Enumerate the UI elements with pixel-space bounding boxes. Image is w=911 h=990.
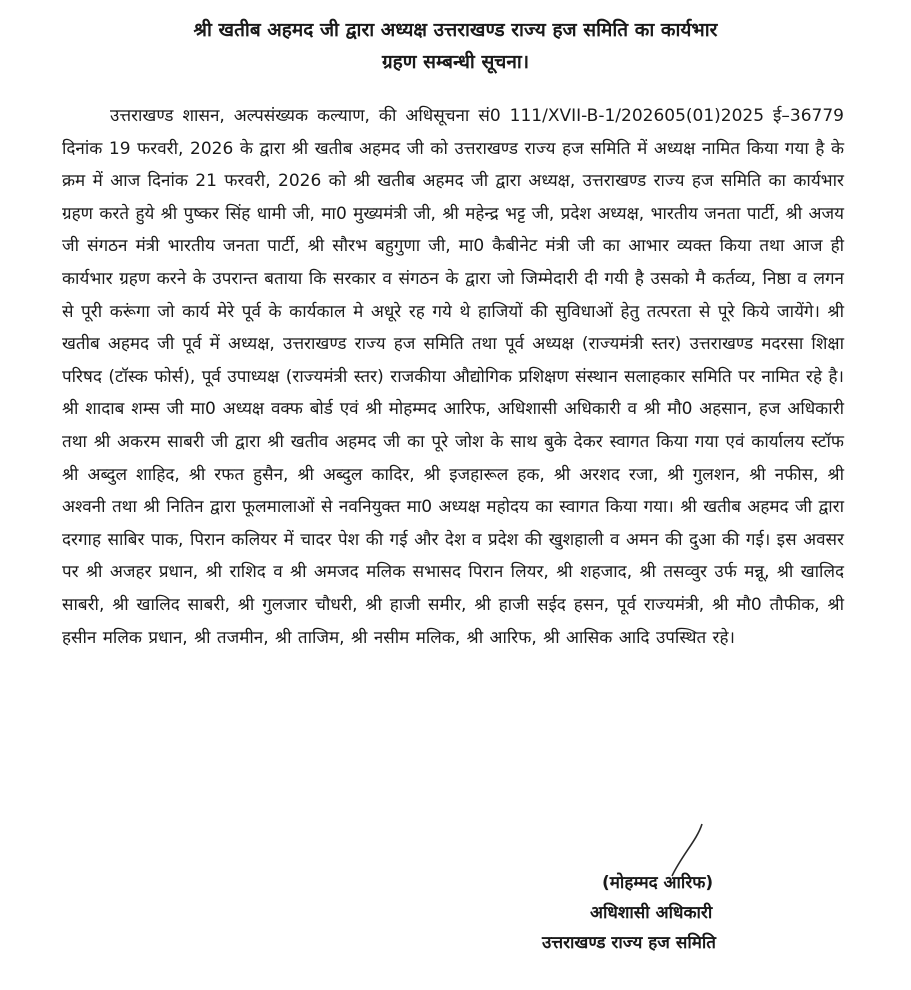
signatory-organization: उत्तराखण्ड राज्य हज समिति	[542, 933, 716, 953]
body-paragraph: उत्तराखण्ड शासन, अल्पसंख्यक कल्याण, की अधिसूचना सं0 111/XVII-B-1/202605(01)2025 ई–36779 दिनांक 19 फरवरी, 2026 के द्वारा श्री खतीब अहमद जी को उत्तराखण्ड राज्य हज समिति में अध्यक्ष नामित किया गया है के क्रम में आज दिनांक 21 फरवरी, 2026 को श्री खतीब अहमद जी द्वारा अध्यक्ष, उत्तराखण्ड राज्य हज समिति का कार्यभार ग्रहण करते हुये श्री पुष्कर सिंह धामी जी, मा0 मुख्यमंत्री जी, श्री महेन्द्र भट्ट जी, प्रदेश अध्यक्ष, भारतीय जनता पार्टी, श्री अजय जी संगठन मंत्री भारतीय जनता पार्टी, श्री सौरभ बहुगुणा जी, मा0 कैबीनेट मंत्री जी का आभार व्यक्त किया तथा आज ही कार्यभार ग्रहण करने के उपरान्त बताया कि सरकार व संगठन के द्वारा जो जिम्मेदारी दी गयी है उसको मै कर्तव्य, निष्ठा व लगन से पूरी करूंगा जो कार्य मेरे पूर्व के कार्यकाल मे अधूरे रह गये थे हाजियों की सुविधाओं हेतु तत्परता से पूरे किये जायेंगे। श्री खतीब अहमद जी पूर्व में अध्यक्ष, उत्तराखण्ड राज्य हज समिति तथा पूर्व अध्यक्ष (राज्यमंत्री स्तर) उत्तराखण्ड मदरसा शिक्षा परिषद (टॉस्क फोर्स), पूर्व उपाध्यक्ष (राज्यमंत्री स्तर) राजकीया औद्योगिक प्रशिक्षण संस्थान सलाहकार समिति पर नामित रहे है। श्री शादाब शम्स जी मा0 अध्यक्ष वक्फ बोर्ड एवं श्री मोहम्मद आरिफ, अधिशासी अधिकारी व श्री मौ0 अहसान, हज अधिकारी तथा श्री अकरम साबरी जी द्वारा श्री खतीव अहमद जी का पूरे जोश के साथ बुके देकर स्वागत किया गया एवं कार्यालय स्टॉफ श्री अब्दुल शाहिद, श्री रफत हुसैन, श्री अब्दुल कादिर, श्री इजहारूल हक, श्री अरशद रजा, श्री गुलशन, श्री नफीस, श्री अश्वनी तथा श्री नितिन द्वारा फूलमालाओं से नवनियुक्त मा0 अध्यक्ष महोदय का स्वागत किया गया। श्री खतीब अहमद जी द्वारा दरगाह साबिर पाक, पिरान कलियर में चादर पेश की गई और देश व प्रदेश की खुशहाली व अमन की दुआ की गई। इस अवसर पर श्री अजहर प्रधान, श्री राशिद व श्री अमजद मलिक सभासद पिरान लियर, श्री शहजाद, श्री तसव्वुर उर्फ मन्नू, श्री खालिद साबरी, श्री खालिद साबरी, श्री गुलजार चौधरी, श्री हाजी समीर, श्री हाजी सईद हसन, पूर्व राज्यमंत्री, श्री मौ0 तौफीक, श्री हसीन मलिक प्रधान, श्री तजमीन, श्री ताजिम, श्री नसीम मलिक, श्री आरिफ, श्री आसिक आदि उपस्थित रहे।	[62, 106, 844, 648]
title-line-2: ग्रहण सम्बन्धी सूचना।	[381, 51, 530, 73]
title-line-1: श्री खतीब अहमद जी द्वारा अध्यक्ष उत्तराखण्ड राज्य हज समिति का कार्यभार	[193, 19, 718, 41]
document-title	[60, 14, 851, 78]
signatory-designation: अधिशासी अधिकारी	[590, 903, 713, 923]
signature-block	[520, 868, 820, 958]
signatory-name: (मोहम्मद आरिफ)	[602, 873, 714, 893]
